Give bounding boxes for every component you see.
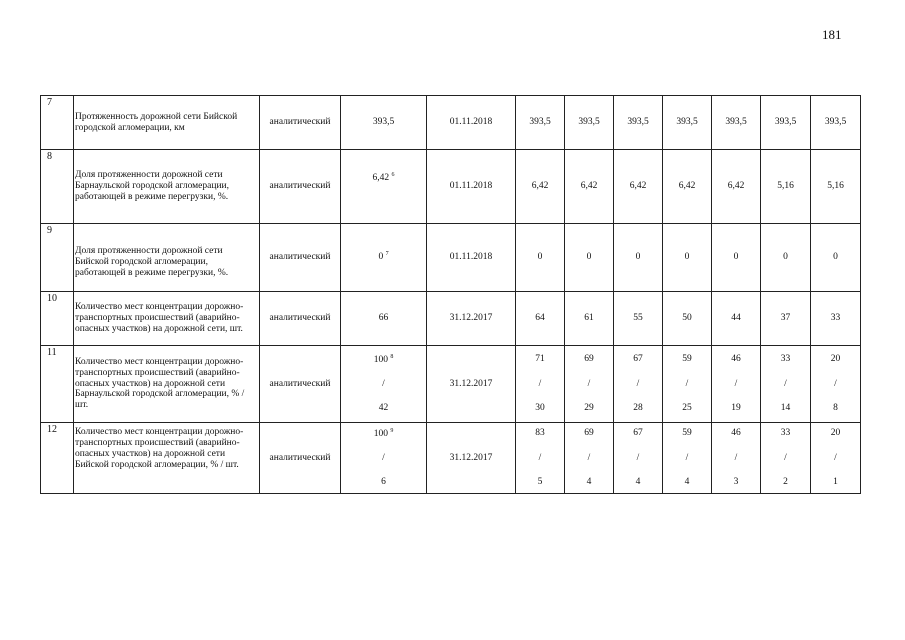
- method-cell: аналитический: [260, 423, 341, 494]
- method-cell: аналитический: [260, 346, 341, 423]
- method-cell: аналитический: [260, 150, 341, 224]
- row-number: 12: [41, 423, 74, 494]
- year-value: 5,16: [811, 150, 861, 224]
- base-date: 01.11.2018: [427, 224, 516, 292]
- year-value: 393,5: [516, 96, 565, 150]
- year-value: 69 / 29: [565, 346, 614, 423]
- year-value: 0: [663, 224, 712, 292]
- year-value: 44: [712, 292, 761, 346]
- base-value: [341, 224, 427, 292]
- table-row: [41, 96, 861, 150]
- row-number: 9: [41, 224, 74, 292]
- method-cell: аналитический: [260, 292, 341, 346]
- base-value: 393,5: [341, 96, 427, 150]
- base-count: 6: [381, 477, 386, 488]
- base-value: 66: [341, 292, 427, 346]
- year-value: 46 / 3: [712, 423, 761, 494]
- year-value: 67 / 28: [614, 346, 663, 423]
- year-value: 6,42: [565, 150, 614, 224]
- year-value: 0: [614, 224, 663, 292]
- table-row: [41, 224, 861, 292]
- row-number: 10: [41, 292, 74, 346]
- base-date: 01.11.2018: [427, 96, 516, 150]
- row-number: 8: [41, 150, 74, 224]
- method-cell: аналитический: [260, 96, 341, 150]
- year-value: 61: [565, 292, 614, 346]
- year-value: 393,5: [614, 96, 663, 150]
- year-value: 6,42: [712, 150, 761, 224]
- year-value: 0: [712, 224, 761, 292]
- base-number: 0: [378, 252, 384, 263]
- year-value: 393,5: [712, 96, 761, 150]
- year-value: 393,5: [565, 96, 614, 150]
- year-value: 0: [516, 224, 565, 292]
- indicator-name: Доля протяженности дорожной сети Бийской городской агломерации, работающей в режиме перегрузки, %.: [74, 224, 260, 292]
- base-value: [341, 423, 427, 494]
- year-value: 6,42: [614, 150, 663, 224]
- footnote-mark: 9: [390, 428, 394, 434]
- slash: /: [382, 453, 385, 464]
- year-value: 0: [761, 224, 811, 292]
- year-value: 0: [811, 224, 861, 292]
- indicator-name: Протяженность дорожной сети Бийской городской агломерации, км: [74, 96, 260, 150]
- year-value: 71 / 30: [516, 346, 565, 423]
- base-date: 01.11.2018: [427, 150, 516, 224]
- base-value: [341, 346, 427, 423]
- year-value: 50: [663, 292, 712, 346]
- indicator-name: Количество мест концентрации дорожно-транспортных происшествий (аварийно-опасных участков) на дорожной сети Барнаульской городской агломерации, % / шт.: [74, 346, 260, 423]
- footnote-mark: 8: [390, 354, 394, 360]
- row-number: 11: [41, 346, 74, 423]
- page-number: 181: [822, 27, 842, 42]
- year-value: 33 / 14: [761, 346, 811, 423]
- year-value: 393,5: [663, 96, 712, 150]
- indicator-name: Доля протяженности дорожной сети Барнаульской городской агломерации, работающей в режиме перегрузки, %.: [74, 150, 260, 224]
- base-percent: 100 $^9$: [373, 428, 394, 440]
- base-percent: 100 $^8$: [373, 354, 394, 366]
- footnote-mark: 6: [391, 172, 395, 178]
- base-count: 42: [378, 403, 389, 414]
- base-number: 6,42: [372, 173, 390, 184]
- base-date: 31.12.2017: [427, 292, 516, 346]
- base-value: [341, 150, 427, 224]
- year-value: 37: [761, 292, 811, 346]
- indicator-name: Количество мест концентрации дорожно-транспортных происшествий (аварийно-опасных участков) на дорожной сети, шт.: [74, 292, 260, 346]
- year-value: 59 / 4: [663, 423, 712, 494]
- footnote-mark: 7: [385, 251, 389, 258]
- year-value: 59 / 25: [663, 346, 712, 423]
- indicators-table: [40, 95, 861, 494]
- year-value: 6,42: [516, 150, 565, 224]
- year-value: 46 / 19: [712, 346, 761, 423]
- indicator-name: Количество мест концентрации дорожно-транспортных происшествий (аварийно-опасных участков) на дорожной сети Бийской городской агломерации, % / шт.: [74, 423, 260, 494]
- year-value: 33: [811, 292, 861, 346]
- year-value: 6,42: [663, 150, 712, 224]
- year-value: 20 / 1: [811, 423, 861, 494]
- year-value: 69 / 4: [565, 423, 614, 494]
- year-value: 393,5: [811, 96, 861, 150]
- year-value: 5,16: [761, 150, 811, 224]
- year-value: 33 / 2: [761, 423, 811, 494]
- year-value: 0: [565, 224, 614, 292]
- method-cell: аналитический: [260, 224, 341, 292]
- year-value: 55: [614, 292, 663, 346]
- table-row: [41, 150, 861, 224]
- year-value: 83 / 5: [516, 423, 565, 494]
- table-row: [41, 292, 861, 346]
- year-value: 20 / 8: [811, 346, 861, 423]
- table-row: [41, 346, 861, 423]
- base-date: 31.12.2017: [427, 423, 516, 494]
- year-value: 64: [516, 292, 565, 346]
- year-value: 393,5: [761, 96, 811, 150]
- slash: /: [382, 379, 385, 390]
- year-value: 67 / 4: [614, 423, 663, 494]
- base-date: 31.12.2017: [427, 346, 516, 423]
- row-number: 7: [41, 96, 74, 150]
- table-row: [41, 423, 861, 494]
